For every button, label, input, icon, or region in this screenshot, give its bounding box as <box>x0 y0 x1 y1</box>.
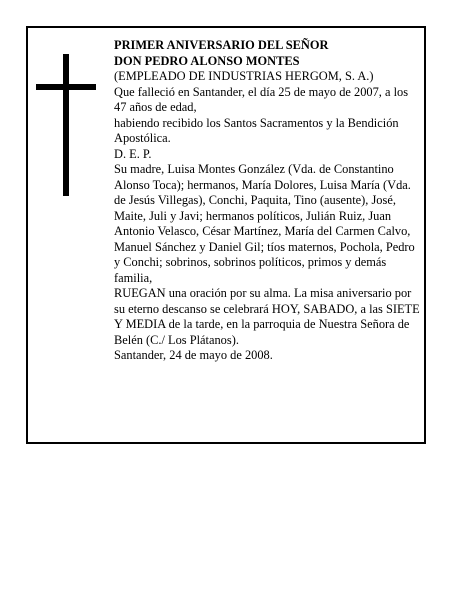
notice-death-info: Que falleció en Santander, el día 25 de mayo de 2007, a los 47 años de edad, <box>114 84 409 114</box>
notice-text <box>114 38 420 364</box>
notice-dep: D. E. P. <box>114 146 152 161</box>
notice-employer: (EMPLEADO DE INDUSTRIAS HERGOM, S. A.) <box>114 69 374 83</box>
cross-icon <box>36 54 98 196</box>
cross-vertical-bar <box>63 54 69 196</box>
cross-horizontal-bar <box>36 84 96 90</box>
notice-family: Su madre, Luisa Montes González (Vda. de Constantino Alonso Toca); hermanos, María Dolores, Luisa María (Vda. de Jesús Villegas), Conchi, Paquita, Tino (ausente), José, Maite, Juli y Javi; hermanos políticos, Julián Ruiz, Juan Antonio Velasco, César Martínez, María del Carmen Calvo, Manuel Sánchez y Daniel Gil; tíos maternos, Pochola, Pedro y Conchi; sobrinos, sobrinos políticos, primos y demás familia, <box>114 162 415 285</box>
notice-date-line: Santander, 24 de mayo de 2008. <box>114 348 273 362</box>
notice-title-line1: PRIMER ANIVERSARIO DEL SEÑOR <box>114 38 329 52</box>
notice-title-line2: DON PEDRO ALONSO MONTES <box>114 53 300 68</box>
notice-request: RUEGAN una oración por su alma. La misa aniversario por su eterno descanso se celebrará HOY, SABADO, a las SIETE Y MEDIA de la tarde, en la parroquia de Nuestra Señora de Belén (C./ Los Plátanos). <box>114 286 420 347</box>
notice-sacraments: habiendo recibido los Santos Sacramentos y la Bendición Apostólica. <box>114 115 399 145</box>
